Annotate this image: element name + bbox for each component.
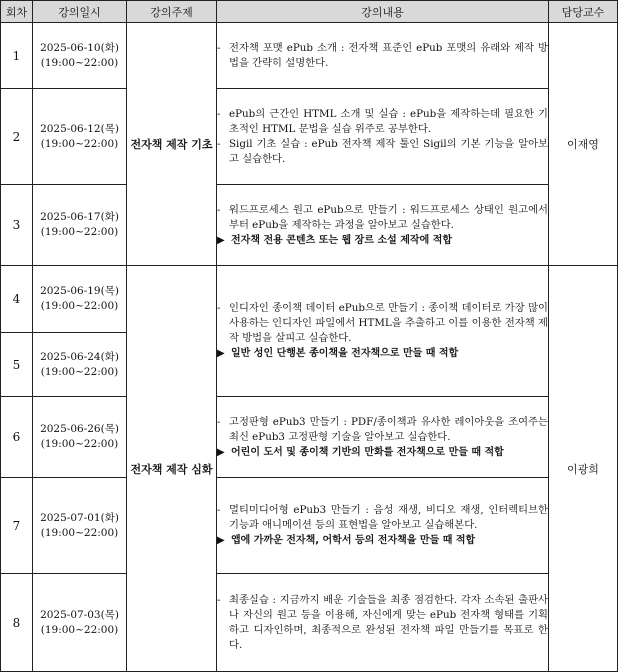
session-date: 2025-06-10(화)	[40, 41, 119, 54]
professor-basic: 이재영	[549, 23, 618, 266]
session-date: 2025-06-12(목)	[40, 122, 119, 135]
session-number: 6	[1, 397, 33, 478]
content-bullet: - ePub의 근간인 HTML 소개 및 실습 : ePub을 제작하는데 필요한 기초적인 HTML 문법을 실습 위주로 공부한다.	[217, 107, 548, 135]
table-row	[1, 23, 618, 89]
table-row	[1, 89, 618, 185]
session-time: (19:00~22:00)	[40, 56, 119, 69]
theme-advanced: 전자책 제작 심화	[127, 266, 217, 672]
session-date: 2025-06-17(화)	[40, 211, 119, 223]
content-cell	[217, 89, 549, 185]
content-note: ▶ 일반 성인 단행본 종이책을 전자책으로 만들 때 적합	[217, 348, 459, 359]
header-content: 강의내용	[217, 1, 549, 23]
session-number: 8	[1, 574, 33, 672]
table-row	[1, 266, 618, 333]
content-bullet: - 고정판형 ePub3 만들기 : PDF/종이책과 유사한 레이아웃을 조여주는 최신 ePub3 고정판형 기술을 알아보고 실습한다.	[217, 415, 548, 443]
professor-advanced: 이광희	[549, 266, 618, 672]
session-number: 2	[1, 89, 33, 185]
dash-marker: -	[217, 41, 221, 54]
table-row	[1, 397, 618, 478]
content-cell	[217, 185, 549, 266]
content-cell	[217, 266, 549, 397]
session-time: (19:00~22:00)	[40, 623, 119, 636]
session-date: 2025-06-24(화)	[40, 350, 119, 363]
header-date: 강의일시	[33, 1, 127, 23]
content-note: ▶ 전자책 전용 콘텐츠 또는 웹 장르 소설 제작에 적합	[217, 234, 453, 246]
header-theme: 강의주제	[127, 1, 217, 23]
arrow-right-icon: ▶	[217, 535, 225, 546]
content-cell	[217, 478, 549, 574]
session-time: (19:00~22:00)	[40, 438, 119, 450]
content-cell	[217, 23, 549, 89]
header-professor: 담당교수	[549, 1, 618, 23]
session-datetime	[33, 266, 127, 333]
table-row	[1, 185, 618, 266]
session-number: 5	[1, 333, 33, 397]
content-bullet: - 인디자인 종이책 데이터 ePub으로 만들기 : 종이책 데이터로 가장 많이 사용하는 인디자인 파일에서 HTML을 추출하고 이를 이용한 전자책 제작 방법을 살피고 실습한다.	[217, 302, 548, 344]
session-date: 2025-06-26(목)	[40, 423, 119, 435]
session-datetime	[33, 574, 127, 672]
content-bullet: - 멀티미디어형 ePub3 만들기 : 음성 재생, 비디오 재생, 인터렉티브한 기능과 애니메이션 등의 표현법을 알아보고 실습해본다.	[217, 504, 548, 531]
content-note: ▶ 어린이 도서 및 종이책 기반의 만화를 전자책으로 만들 때 적합	[217, 446, 504, 458]
content-bullet: - 워드프로세스 원고 ePub으로 만들기 : 워드프로세스 상태인 원고에서부터 ePub을 제작하는 과정을 알아보고 실습한다.	[217, 203, 548, 231]
session-number: 7	[1, 478, 33, 574]
arrow-right-icon: ▶	[217, 446, 225, 458]
session-datetime	[33, 333, 127, 397]
session-number: 3	[1, 185, 33, 266]
content-bullet: - 전자책 포맷 ePub 소개 : 전자책 표준인 ePub 포맷의 유래와 제작 방법을 간략히 설명한다.	[217, 41, 548, 69]
session-datetime	[33, 23, 127, 89]
table-row	[1, 574, 618, 672]
session-number: 1	[1, 23, 33, 89]
session-time: (19:00~22:00)	[40, 526, 119, 539]
session-number: 4	[1, 266, 33, 333]
header-session: 회차	[1, 1, 33, 23]
session-datetime	[33, 478, 127, 574]
session-datetime	[33, 185, 127, 266]
content-cell	[217, 574, 549, 672]
session-time: (19:00~22:00)	[40, 137, 119, 150]
content-bullet: - Sigil 기초 실습 : ePub 전자책 제작 툴인 Sigil의 기본 기능을 알아보고 실습한다.	[217, 137, 548, 165]
session-datetime	[33, 89, 127, 185]
content-cell	[217, 397, 549, 478]
session-date: 2025-06-19(목)	[40, 285, 119, 297]
arrow-right-icon: ▶	[217, 234, 225, 246]
content-note: ▶ 앱에 가까운 전자책, 어학서 등의 전자책을 만들 때 적합	[217, 535, 476, 546]
content-bullet: - 최종실습 : 지금까지 배운 기술들을 최종 점검한다. 각자 소속된 출판사나 자신의 원고 등을 이용해, 자신에게 맞는 ePub 전자책 형태를 기획하고 디자인하며, 최종적으로 완성된 전자책 파일 만들기를 목표로 한다.	[217, 593, 548, 651]
session-time: (19:00~22:00)	[40, 226, 119, 238]
session-date: 2025-07-01(화)	[40, 511, 119, 524]
session-time: (19:00~22:00)	[40, 365, 119, 378]
session-date: 2025-07-03(목)	[40, 608, 119, 621]
arrow-right-icon: ▶	[217, 348, 225, 359]
theme-basic: 전자책 제작 기초	[127, 23, 217, 266]
table-row	[1, 478, 618, 574]
session-datetime	[33, 397, 127, 478]
session-time: (19:00~22:00)	[40, 300, 119, 312]
